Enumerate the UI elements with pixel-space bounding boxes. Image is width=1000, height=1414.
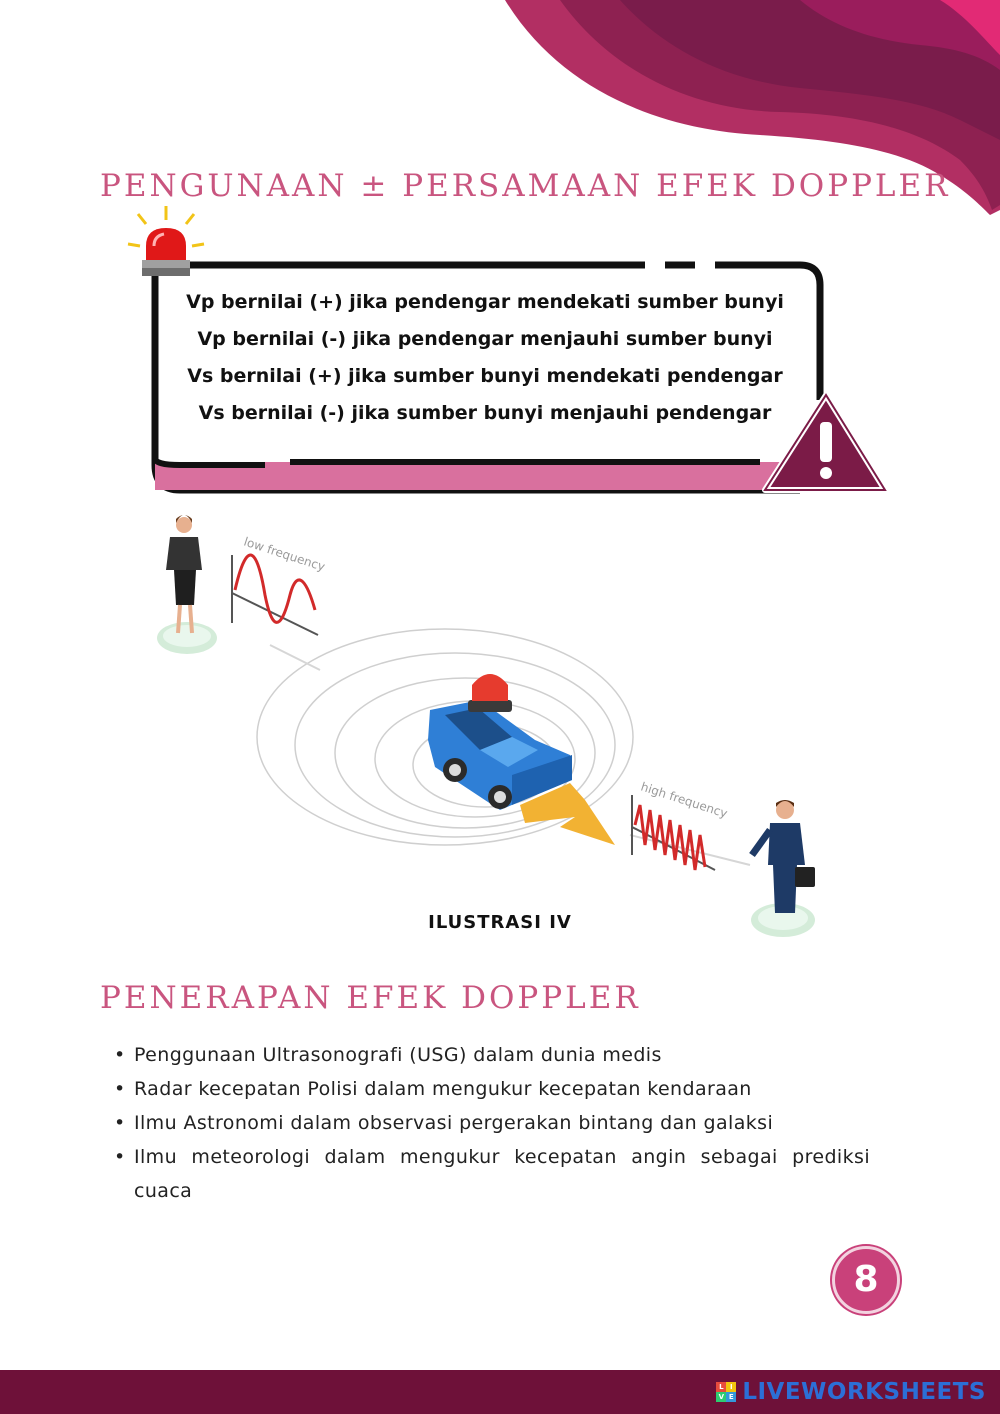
doppler-illustration [140, 505, 900, 950]
rule-item: Vs bernilai (+) jika sumber bunyi mendekati pendengar [187, 365, 783, 387]
brand-name: LIVEWORKSHEETS [742, 1379, 986, 1405]
list-item: • Penggunaan Ultrasonografi (USG) dalam dunia medis [110, 1038, 870, 1072]
liveworksheets-logo-icon: L I V E [716, 1382, 736, 1402]
rules-list [150, 284, 820, 432]
illustration-caption: ILUSTRASI IV [428, 912, 572, 933]
rule-item: Vp bernilai (-) jika pendengar menjauhi sumber bunyi [197, 328, 773, 350]
car-icon [428, 674, 572, 810]
footer-bar [0, 1370, 1000, 1414]
page-number-badge: 8 [832, 1246, 900, 1314]
low-frequency-graph [232, 535, 327, 635]
woman-icon [157, 515, 217, 654]
high-frequency-label: high frequency [639, 779, 730, 821]
section-title-applications: PENERAPAN EFEK DOPPLER [100, 980, 641, 1016]
list-item: • Ilmu meteorologi dalam mengukur kecepatan angin sebagai prediksi cuaca [110, 1140, 870, 1208]
rule-item: Vs bernilai (-) jika sumber bunyi menjauhi pendengar [198, 402, 772, 424]
list-item: • Ilmu Astronomi dalam observasi pergerakan bintang dan galaksi [110, 1106, 870, 1140]
section-title-usage: PENGUNAAN ± PERSAMAAN EFEK DOPPLER [100, 168, 951, 204]
liveworksheets-brand[interactable] [716, 1378, 986, 1406]
list-item: • Radar kecepatan Polisi dalam mengukur kecepatan kendaraan [110, 1072, 870, 1106]
rule-item: Vp bernilai (+) jika pendengar mendekati sumber bunyi [186, 291, 784, 313]
applications-list [110, 1038, 870, 1208]
low-frequency-label: low frequency [242, 534, 327, 574]
